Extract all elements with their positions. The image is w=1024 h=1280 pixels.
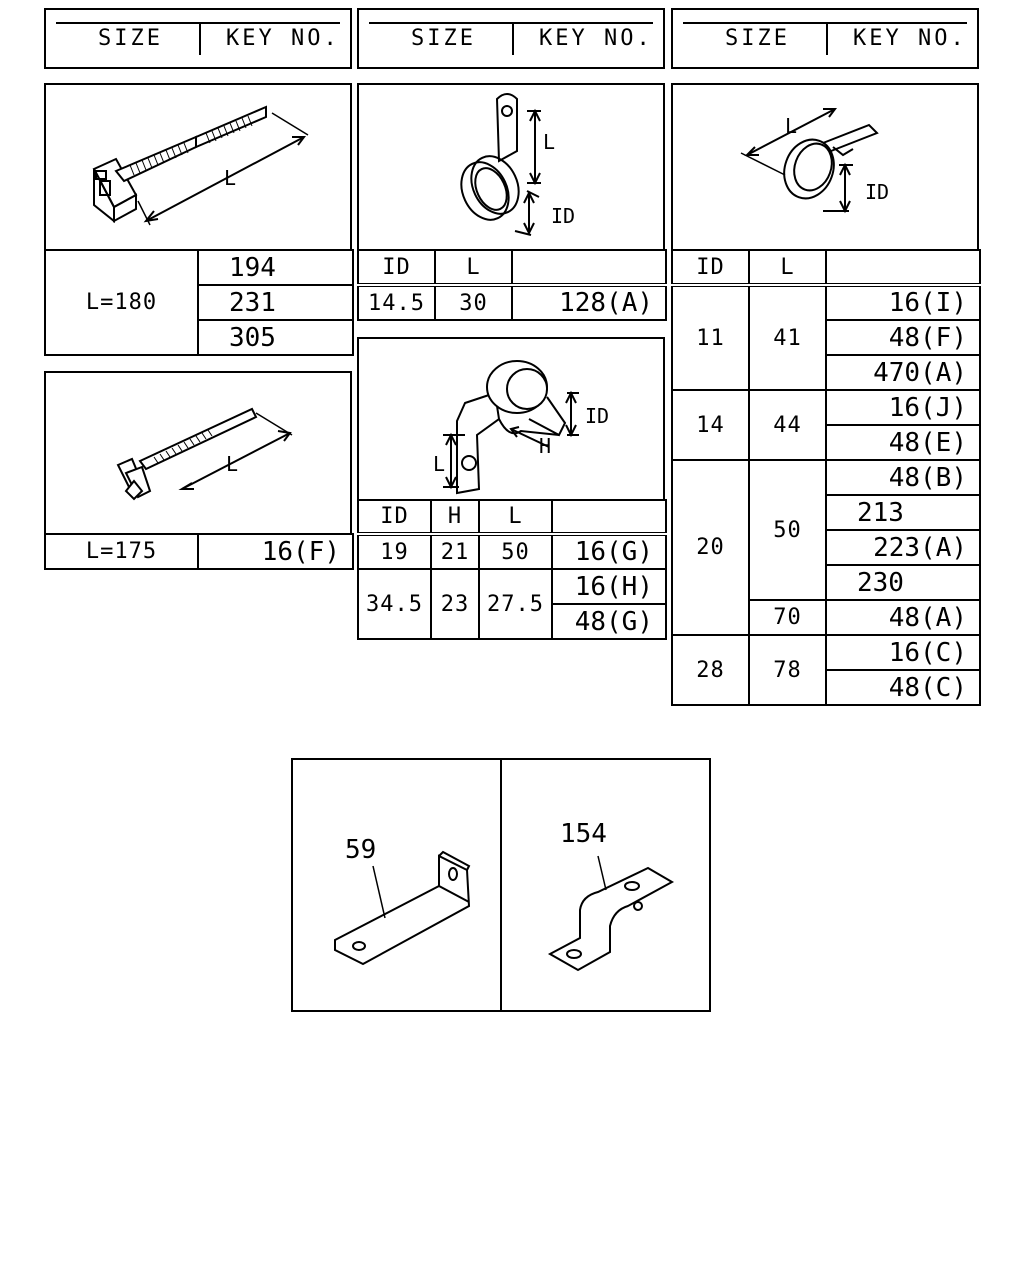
- id-cell: 34.5: [358, 569, 431, 639]
- key-cell: 16(I): [826, 285, 980, 320]
- cable-tie-panel: [44, 83, 352, 251]
- p-clamp-panel: [357, 83, 665, 251]
- saddle-clamp-table: [357, 499, 667, 640]
- push-tie-drawing: [46, 373, 350, 533]
- bracket-154-drawing: [502, 760, 709, 1010]
- key-cell: 231: [198, 285, 353, 320]
- col-header-l: L: [749, 250, 826, 285]
- h-cell: 21: [431, 534, 479, 569]
- p-clamp-drawing: [359, 85, 663, 249]
- dim-label-l: L: [785, 114, 798, 138]
- key-no-header: KEY NO.: [853, 26, 967, 51]
- push-tie-panel: [44, 371, 352, 535]
- key-cell: 48(F): [826, 320, 980, 355]
- l-cell: 50: [749, 460, 826, 600]
- col-header-id: ID: [672, 250, 749, 285]
- key-cell: 48(A): [826, 600, 980, 635]
- col-header-key: [826, 250, 980, 285]
- col-header-id: ID: [358, 250, 435, 285]
- l-cell: 27.5: [479, 569, 552, 639]
- key-cell: 194: [198, 250, 353, 285]
- l-cell: 30: [435, 285, 512, 320]
- ring-clip-panel: [671, 83, 979, 251]
- col-header-key: [512, 250, 666, 285]
- header-box-3: [671, 8, 979, 69]
- ring-clip-table: [671, 249, 981, 706]
- cable-tie-drawing: [46, 85, 350, 249]
- col-header-l: L: [479, 500, 552, 534]
- key-cell: 48(B): [826, 460, 980, 495]
- dim-label-l: L: [224, 166, 237, 190]
- saddle-clamp-drawing: [359, 339, 663, 499]
- size-cell: L=180: [45, 250, 198, 355]
- key-cell: 48(E): [826, 425, 980, 460]
- dim-label-l: L: [433, 452, 446, 476]
- dim-label-l: L: [226, 452, 239, 476]
- h-cell: 23: [431, 569, 479, 639]
- dim-label-h: H: [539, 434, 552, 458]
- bracket-panel-right: [500, 758, 711, 1012]
- key-cell: 16(J): [826, 390, 980, 425]
- l-cell: 41: [749, 285, 826, 390]
- key-cell: 223(A): [826, 530, 980, 565]
- key-cell: 16(G): [552, 534, 666, 569]
- dim-label-id: ID: [551, 204, 576, 228]
- key-cell: 16(F): [198, 534, 353, 569]
- p-clamp-table: [357, 249, 667, 321]
- l-cell: 44: [749, 390, 826, 460]
- key-no-header: KEY NO.: [539, 26, 653, 51]
- dim-label-l: L: [543, 130, 556, 154]
- id-cell: 11: [672, 285, 749, 390]
- ring-clip-drawing: [673, 85, 977, 249]
- key-cell: 128(A): [512, 285, 666, 320]
- callout-59: 59: [345, 835, 377, 865]
- id-cell: 14.5: [358, 285, 435, 320]
- id-cell: 19: [358, 534, 431, 569]
- key-cell: 48(G): [552, 604, 666, 639]
- dim-label-id: ID: [585, 404, 610, 428]
- col-header-key: [552, 500, 666, 534]
- id-cell: 20: [672, 460, 749, 635]
- header-box-2: [357, 8, 665, 69]
- header-box-1: [44, 8, 352, 69]
- col-header-l: L: [435, 250, 512, 285]
- key-cell: 16(H): [552, 569, 666, 604]
- push-tie-table: [44, 533, 354, 570]
- size-cell: L=175: [45, 534, 198, 569]
- key-cell: 470(A): [826, 355, 980, 390]
- size-header: SIZE: [725, 26, 790, 51]
- col-header-id: ID: [358, 500, 431, 534]
- col-header-h: H: [431, 500, 479, 534]
- saddle-clamp-panel: [357, 337, 665, 501]
- size-header: SIZE: [411, 26, 476, 51]
- key-cell: 213: [826, 495, 980, 530]
- bracket-panel-left: [291, 758, 502, 1012]
- dim-label-id: ID: [865, 180, 890, 204]
- id-cell: 14: [672, 390, 749, 460]
- l-cell: 70: [749, 600, 826, 635]
- key-cell: 305: [198, 320, 353, 355]
- size-header: SIZE: [98, 26, 163, 51]
- callout-154: 154: [560, 819, 607, 849]
- key-cell: 48(C): [826, 670, 980, 705]
- key-cell: 230: [826, 565, 980, 600]
- l-cell: 78: [749, 635, 826, 705]
- key-no-header: KEY NO.: [226, 26, 340, 51]
- cable-tie-table: [44, 249, 354, 356]
- key-cell: 16(C): [826, 635, 980, 670]
- l-cell: 50: [479, 534, 552, 569]
- id-cell: 28: [672, 635, 749, 705]
- bracket-59-drawing: [293, 760, 500, 1010]
